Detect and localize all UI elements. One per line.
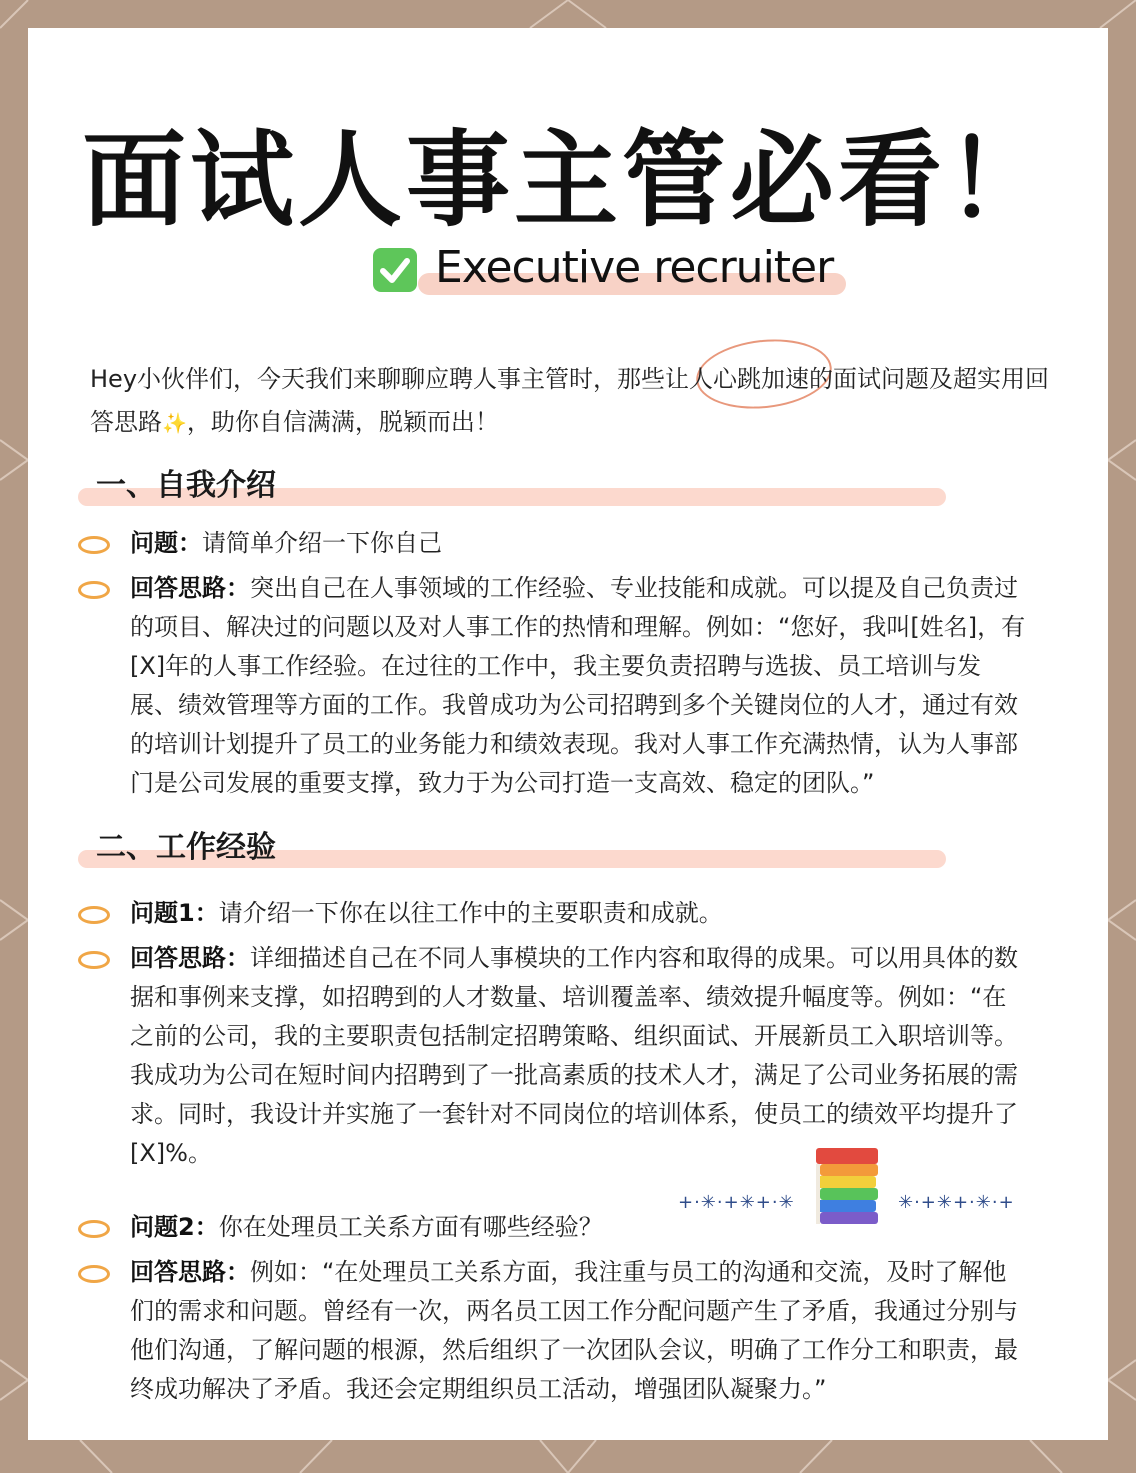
item-label: 回答思路：: [130, 944, 250, 972]
list-item: [78, 1208, 1028, 1247]
item-text: 请介绍一下你在以往工作中的主要职责和成就。: [218, 899, 723, 927]
sparkle-icon: ✨: [162, 411, 187, 435]
item-label: 问题2：: [130, 1213, 219, 1241]
item-label: 回答思路：: [130, 574, 250, 602]
list-item: [78, 894, 1028, 933]
check-box-icon: [373, 248, 417, 292]
orange-ring-bullet-icon: [78, 1265, 110, 1283]
item-label: 问题1：: [130, 899, 219, 927]
list-item: [78, 524, 1028, 563]
item-text: 例如：“在处理员工关系方面，我注重与员工的沟通和交流，及时了解他们的需求和问题。曾经有一次，两名员工因工作分配问题产生了矛盾，我通过分别与他们沟通，了解问题的根源，然后组织了一次团队会议，明确了工作分工和职责，最终成功解决了矛盾。我还会定期组织员工活动，增强团队凝聚力。”: [130, 1258, 1018, 1403]
list-item: [78, 569, 1028, 803]
section-title: 二、工作经验: [96, 830, 276, 865]
orange-ring-bullet-icon: [78, 536, 110, 554]
intro-text: Hey小伙伴们，今天我们来聊聊应聘人事主管时，那些让人心跳加速的面试问题及超实用回答思路: [90, 365, 1050, 436]
list-item: [78, 939, 1028, 1173]
item-text: 请简单介绍一下你自己: [202, 529, 442, 557]
orange-ring-bullet-icon: [78, 951, 110, 969]
stars-right: ✳·+✳+·✳·+: [898, 1192, 1015, 1213]
orange-ring-bullet-icon: [78, 906, 110, 924]
section-heading-work-experience: [78, 822, 948, 872]
document-card: [28, 28, 1108, 1440]
subtitle: Executive recruiter: [435, 242, 834, 293]
item-text: 突出自己在人事领域的工作经验、专业技能和成就。可以提及自己负责过的项目、解决过的问题以及对人事工作的热情和理解。例如：“您好，我叫[姓名]，有[X]年的人事工作经验。在过往的工作中，我主要负责招聘与选拔、员工培训与发展、绩效管理等方面的工作。我曾成功为公司招聘到多个关键岗位的人才，通过有效的培训计划提升了员工的业务能力和绩效表现。我对人事工作充满热情，认为人事部门是公司发展的重要支撑，致力于为公司打造一支高效、稳定的团队。”: [130, 574, 1026, 797]
item-text: 详细描述自己在不同人事模块的工作内容和取得的成果。可以用具体的数据和事例来支撑，如招聘到的人才数量、培训覆盖率、绩效提升幅度等。例如：“在之前的公司，我的主要职责包括制定招聘策略、组织面试、开展新员工入职培训等。我成功为公司在短时间内招聘到了一批高素质的技术人才，满足了公司业务拓展的需求。同时，我设计并实施了一套针对不同岗位的培训体系，使员工的绩效平均提升了[X]%。: [130, 944, 1018, 1167]
section-heading-self-intro: [78, 460, 948, 510]
section-title: 一、自我介绍: [96, 468, 276, 503]
item-text: 你在处理员工关系方面有哪些经验？: [218, 1213, 603, 1241]
stars-left: +·✳·+✳+·✳: [678, 1192, 795, 1213]
orange-ring-bullet-icon: [78, 581, 110, 599]
list-item: [78, 1253, 1028, 1409]
intro-text-end: ，助你自信满满，脱颖而出！: [186, 408, 499, 436]
page-title: 面试人事主管必看！: [81, 119, 1054, 241]
orange-ring-bullet-icon: [78, 1220, 110, 1238]
item-label: 问题：: [130, 529, 202, 557]
intro-paragraph: [90, 358, 1060, 445]
item-label: 回答思路：: [130, 1258, 250, 1286]
